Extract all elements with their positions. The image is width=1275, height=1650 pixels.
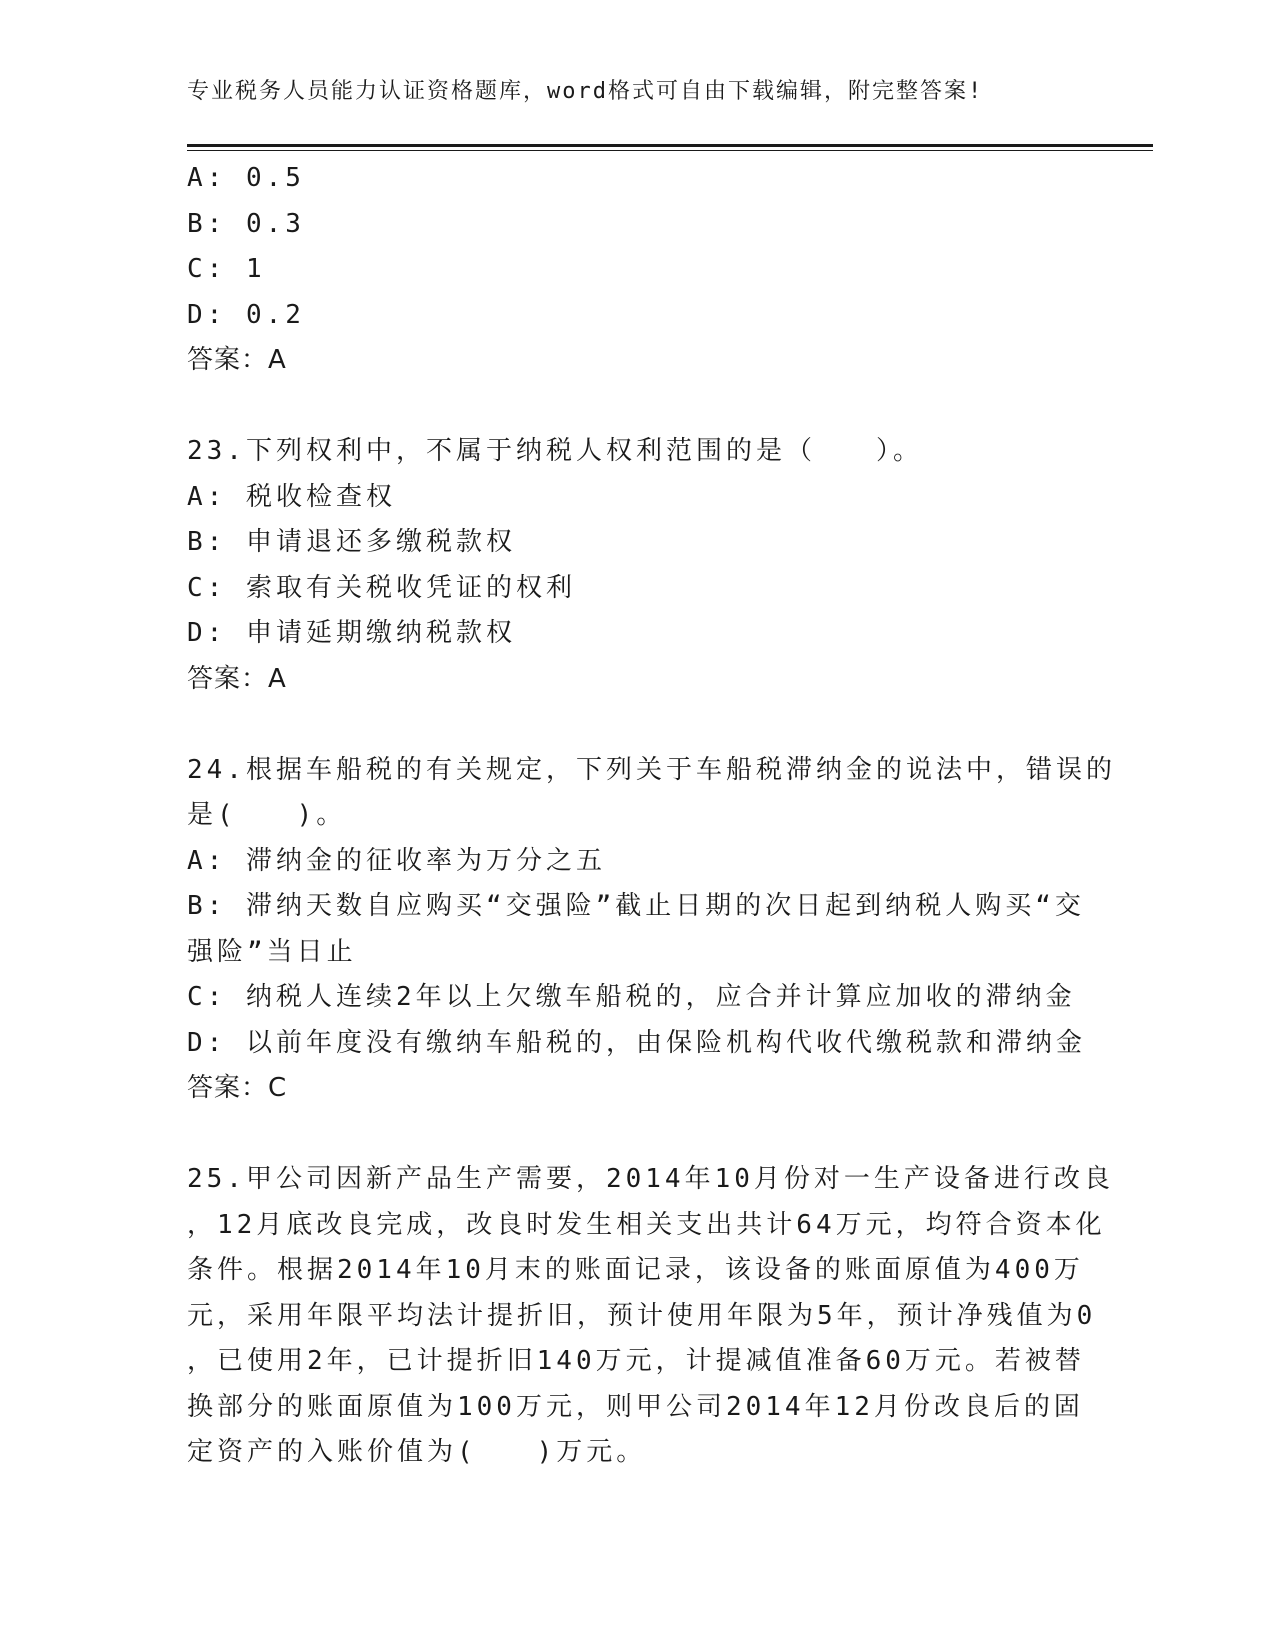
option-a: A: 滞纳金的征收率为万分之五 <box>187 845 606 876</box>
question-stem-continued: 条件。根据2014年10月末的账面记录，该设备的账面原值为400万 <box>187 1255 1084 1285</box>
question-stem-continued: 是( )。 <box>187 800 347 830</box>
question-stem: 25.甲公司因新产品生产需要，2014年10月份对一生产设备进行改良 <box>187 1164 1114 1194</box>
question-stem-continued: 换部分的账面原值为100万元，则甲公司2014年12月份改良后的固 <box>187 1391 1084 1422</box>
question-stem: 24.根据车船税的有关规定，下列关于车船税滞纳金的说法中，错误的 <box>187 754 1116 785</box>
header-rule-thick <box>187 144 1153 147</box>
option-a: A: 0.5 <box>187 163 305 193</box>
question-23 <box>187 429 1087 702</box>
spacer <box>187 384 1087 430</box>
option-c: C: 1 <box>187 254 266 284</box>
answer: 答案：A <box>187 663 287 694</box>
option-b: B: 滞纳天数自应购买“交强险”截止日期的次日起到纳税人购买“交 <box>187 891 1085 921</box>
option-d: D: 申请延期缴纳税款权 <box>187 618 516 648</box>
document-body <box>187 156 1116 1476</box>
header-rule-thin <box>187 150 1153 151</box>
page-header: 专业税务人员能力认证资格题库，word格式可自由下载编辑，附完整答案! <box>187 79 984 104</box>
question-25 <box>187 1157 1114 1476</box>
option-b-continued: 强险”当日止 <box>187 936 357 967</box>
spacer <box>187 1112 1087 1158</box>
question-stem-continued: ，12月底改良完成，改良时发生相关支出共计64万元，均符合资本化 <box>187 1209 1106 1240</box>
option-b: B: 申请退还多缴税款权 <box>187 527 516 557</box>
question-stem-continued: 元，采用年限平均法计提折旧，预计使用年限为5年，预计净残值为0 <box>187 1300 1097 1331</box>
option-c: C: 索取有关税收凭证的权利 <box>187 572 576 603</box>
question-24 <box>187 748 1116 1112</box>
question-stem-continued: ，已使用2年，已计提折旧140万元，计提减值准备60万元。若被替 <box>187 1346 1085 1376</box>
option-c: C: 纳税人连续2年以上欠缴车船税的，应合并计算应加收的滞纳金 <box>187 982 1076 1012</box>
answer: 答案：C <box>187 1073 288 1103</box>
spacer <box>187 702 1087 748</box>
option-b: B: 0.3 <box>187 208 305 239</box>
answer: 答案：A <box>187 345 287 375</box>
option-d: D: 以前年度没有缴纳车船税的，由保险机构代收代缴税款和滞纳金 <box>187 1027 1086 1058</box>
question-stem-continued: 定资产的入账价值为( )万元。 <box>187 1437 647 1467</box>
question-stem: 23.下列权利中，不属于纳税人权利范围的是（ ）。 <box>187 436 923 466</box>
option-a: A: 税收检查权 <box>187 481 396 512</box>
option-d: D: 0.2 <box>187 299 305 330</box>
question-22 <box>187 156 1087 384</box>
